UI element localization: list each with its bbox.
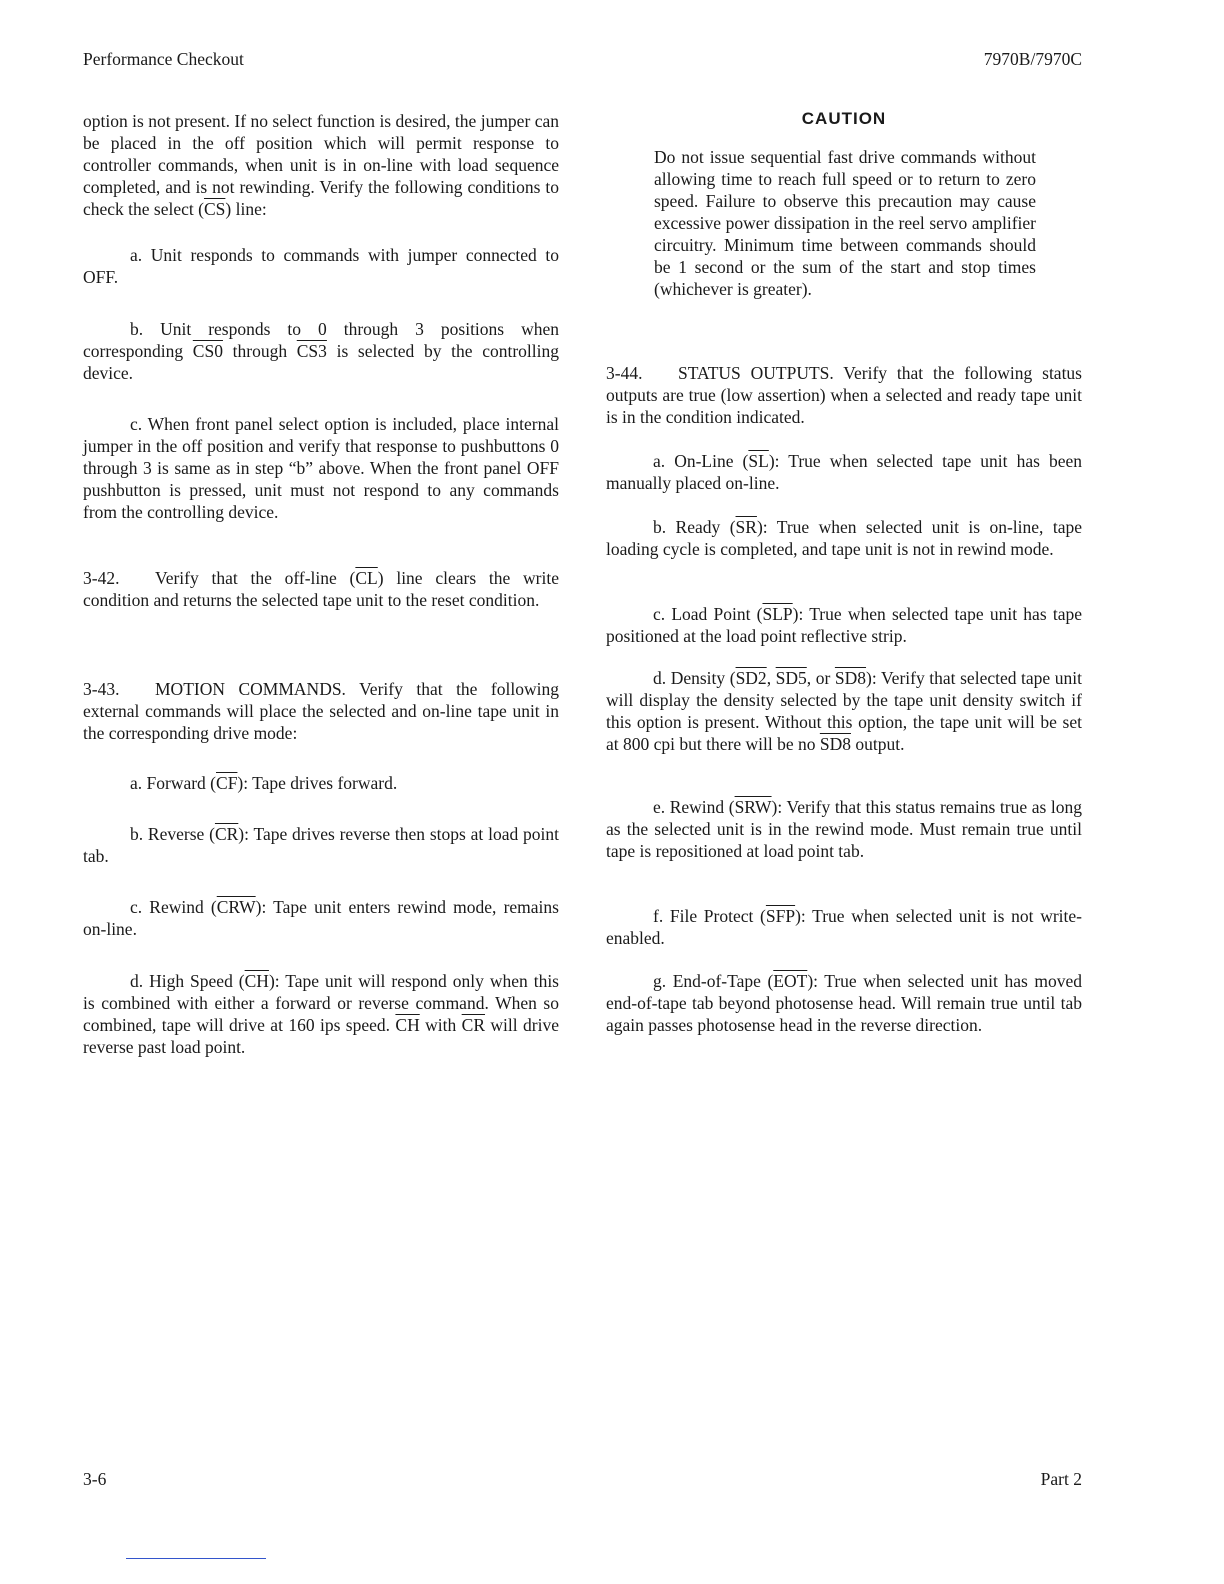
footer-part-label: Part 2	[1040, 1469, 1082, 1489]
text: d. High Speed (	[130, 971, 245, 991]
status-step-a	[606, 450, 1082, 494]
caution-text: Do not issue sequential fast drive commands without allowing time to reach full speed or to return to zero speed. Failure to observe this precaution may cause excessive power dissipation in the reel servo amplifier circuitry. Minimum time between commands should be 1 second or the sum of the start and stop times (whichever is greater).	[654, 147, 1036, 299]
signal-sl: $\overline{SL}$	[748, 451, 769, 471]
signal-sfp: $\overline{SFP}$	[765, 906, 796, 926]
text: ) line:	[225, 199, 267, 219]
signal-sd8: SD8	[834, 668, 867, 688]
caution-block	[606, 108, 1082, 300]
signal-cr: $\overline{CR}$	[214, 824, 239, 844]
status-step-e	[606, 796, 1082, 862]
signal-cs0: CS0	[192, 341, 223, 361]
text: ): Tape drives reverse then stops at load point tab.	[83, 824, 559, 866]
signal-srw: $\overline{SRW}$	[734, 797, 772, 817]
text: ): Verify that this status remains true as long as the selected unit is in the rewind mode. Must remain true until tape is repositioned at load point tab.	[606, 797, 1082, 861]
text: b. Reverse (	[130, 824, 215, 844]
text: f. File Protect (	[653, 906, 766, 926]
signal-ch: $\overline{CH}$	[395, 1015, 420, 1035]
paragraph-number: 3-42.	[83, 568, 120, 588]
signal-sd2: SD2	[735, 668, 767, 688]
signal-sd8: SD8	[819, 734, 851, 754]
status-step-g	[606, 970, 1082, 1036]
signal-cr: $\overline{CR}$	[461, 1015, 486, 1035]
signal-sr: $\overline{SR}$	[735, 517, 757, 537]
status-step-f	[606, 905, 1082, 949]
signal-eot: $\overline{EOT}$	[773, 971, 808, 991]
text: b. Unit responds to 0 through 3 positions when corresponding	[83, 319, 559, 361]
paragraph-3-44	[606, 362, 1082, 428]
paragraph-number: 3-43.	[83, 679, 120, 699]
text: ) line clears the write condition and returns the selected tape unit to the reset condition.	[83, 568, 559, 610]
text: e. Rewind (	[653, 797, 735, 817]
status-step-d	[606, 667, 1082, 755]
text: ): Verify that selected tape unit will display the density selected by the tape unit density switch if this option is present. Without this option, the tape unit will be set at 800 cpi but there will be no	[606, 668, 1083, 754]
text: ): Tape unit enters rewind mode, remains on-line.	[83, 897, 559, 939]
text: ,	[766, 668, 776, 688]
signal-ch: $\overline{CH}$	[244, 971, 269, 991]
text: ): Tape unit will respond only when this is combined with either a forward or reverse command. When so combined, tape will drive at 160 ips speed.	[83, 971, 559, 1035]
text: option is not present. If no select function is desired, the jumper can be placed in the off position which will permit response to controller commands, when unit is in on-line with load sequence completed, and is not rewinding. Verify the following conditions to check the select (	[83, 111, 559, 219]
signal-cl: $\overline{CL}$	[355, 568, 378, 588]
text: ): True when selected tape unit has tape positioned at the load point reflective strip.	[606, 604, 1082, 646]
select-intro-paragraph	[83, 110, 559, 220]
text: c. Rewind (	[130, 897, 217, 917]
text: MOTION COMMANDS. Verify that the following external commands will place the selected and on-line tape unit in the corresponding drive mode:	[83, 679, 559, 743]
status-step-c	[606, 603, 1082, 647]
text: ): True when selected unit is on-line, tape loading cycle is completed, and tape unit is not in rewind mode.	[606, 517, 1082, 559]
text: b. Ready (	[653, 517, 736, 537]
paragraph-3-42	[83, 567, 559, 611]
text: d. Density (	[653, 668, 736, 688]
select-step-b	[83, 318, 559, 384]
page-number: 3-6	[83, 1469, 107, 1489]
signal-cs3: CS3	[296, 341, 327, 361]
text: output.	[850, 734, 905, 754]
text: , or	[806, 668, 835, 688]
text: will drive reverse past load point.	[83, 1015, 559, 1057]
status-step-b	[606, 516, 1082, 560]
signal-slp: $\overline{SLP}$	[762, 604, 793, 624]
text: a. On-Line (	[653, 451, 749, 471]
running-header-title: Performance Checkout	[83, 49, 244, 69]
signal-cf: $\overline{CF}$	[216, 773, 238, 793]
text: g. End-of-Tape (	[653, 971, 774, 991]
footer-rule	[126, 1558, 266, 1559]
text: through	[222, 341, 297, 361]
text: Verify that the off-line (	[155, 568, 356, 588]
motion-step-b	[83, 823, 559, 867]
motion-step-a	[83, 772, 559, 794]
text: with	[419, 1015, 462, 1035]
signal-sd5: SD5	[775, 668, 807, 688]
motion-step-d	[83, 970, 559, 1058]
select-step-c: c. When front panel select option is included, place internal jumper in the off position and verify that response to pushbuttons 0 through 3 is same as in step “b” above. When the front panel OFF pushbutton is pressed, unit must not respond to any commands from the controlling device.	[83, 414, 559, 522]
text: is selected by the controlling device.	[83, 341, 559, 383]
signal-crw: $\overline{CRW}$	[216, 897, 256, 917]
motion-step-c	[83, 896, 559, 940]
text: ): True when selected unit has moved end-of-tape tab beyond photosense head. Will remain true until tab again passes photosense head in the reverse direction.	[606, 971, 1082, 1035]
paragraph-3-43	[83, 678, 559, 744]
text: a. Forward (	[130, 773, 217, 793]
caution-title: CAUTION	[801, 109, 887, 128]
running-header-model: 7970B/7970C	[983, 49, 1082, 69]
text: ): Tape drives forward.	[237, 773, 398, 793]
paragraph-number: 3-44.	[606, 363, 643, 383]
signal-cs: $\overline{CS}$	[203, 199, 226, 219]
select-step-a: a. Unit responds to commands with jumper connected to OFF.	[83, 245, 559, 287]
text: ): True when selected unit is not write-enabled.	[606, 906, 1082, 948]
text: c. Load Point (	[653, 604, 763, 624]
text: STATUS OUTPUTS. Verify that the following status outputs are true (low assertion) when a selected and ready tape unit is in the condition indicated.	[606, 363, 1082, 427]
text: ): True when selected tape unit has been manually placed on-line.	[606, 451, 1082, 493]
